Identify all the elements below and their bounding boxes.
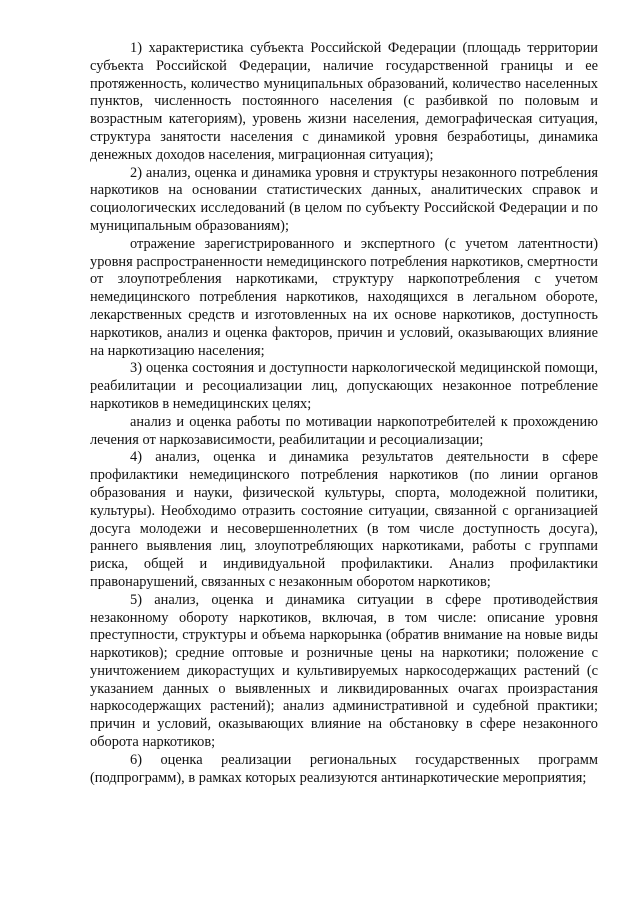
paragraph-3: отражение зарегистрированного и экспертного (с учетом латентности) уровня распространенности немедицинского потребления наркотиков, смертности от злоупотребления наркотиками, структуру наркопотребления с учетом немедицинского потребления наркотиков, находящихся в легальном обороте, лекарственных средств и изготовленных на их основе наркотиков, доступность наркотиков, анализ и оценка факторов, причин и условий, оказывающих влияние на наркотизацию населения; [90,235,598,359]
paragraph-7: 5) анализ, оценка и динамика ситуации в сфере противодействия незаконному обороту наркотиков, включая, в том числе: описание уровня преступности, структуры и объема наркорынка (обратив внимание на новые виды наркотиков); средние оптовые и розничные цены на наркотики; положение с уничтожением дикорастущих и культивируемых наркосодержащих растений (с указанием данных о выявленных и ликвидированных очагах произрастания наркосодержащих растений); анализ административной и судебной практики; причин и условий, оказывающих влияние на обстановку в сфере незаконного оборота наркотиков; [90,591,598,751]
paragraph-4: 3) оценка состояния и доступности наркологической медицинской помощи, реабилитации и ресоциализации лиц, допускающих незаконное потребление наркотиков в немедицинских целях; [90,360,598,412]
paragraph-2: 2) анализ, оценка и динамика уровня и структуры незаконного потребления наркотиков на основании статистических данных, аналитических справок и социологических исследований (в целом по субъекту Российской Федерации и по муниципальным образованиям); [90,164,598,234]
paragraph-5: анализ и оценка работы по мотивации наркопотребителей к прохождению лечения от наркозависимости, реабилитации и ресоциализации; [90,413,598,448]
paragraph-6: 4) анализ, оценка и динамика результатов деятельности в сфере профилактики немедицинского потребления наркотиков (по линии органов образования и науки, физической культуры, спорта, молодежной политики, культуры). Необходимо отразить состояние ситуации, связанной с организацией досуга молодежи и несовершеннолетних (в том числе доступность досуга), раннего выявления лиц, злоупотребляющих наркотиками, работы с группами риска, общей и индивидуальной профилактики. Анализ профилактики правонарушений, связанных с незаконным оборотом наркотиков; [90,449,598,590]
paragraph-1: 1) характеристика субъекта Российской Федерации (площадь территории субъекта Российской Федерации, наличие государственной границы и ее протяженность, количество муниципальных образований, количество населенных пунктов, численность постоянного населения (с разбивкой по половым и возрастным категориям), уровень жизни населения, демографическая ситуация, структура занятости населения с динамикой уровня безработицы, динамика денежных доходов населения, миграционная ситуация); [90,40,598,163]
paragraph-8: 6) оценка реализации региональных государственных программ (подпрограмм), в рамках которых реализуются антинаркотические мероприятия; [90,751,598,786]
